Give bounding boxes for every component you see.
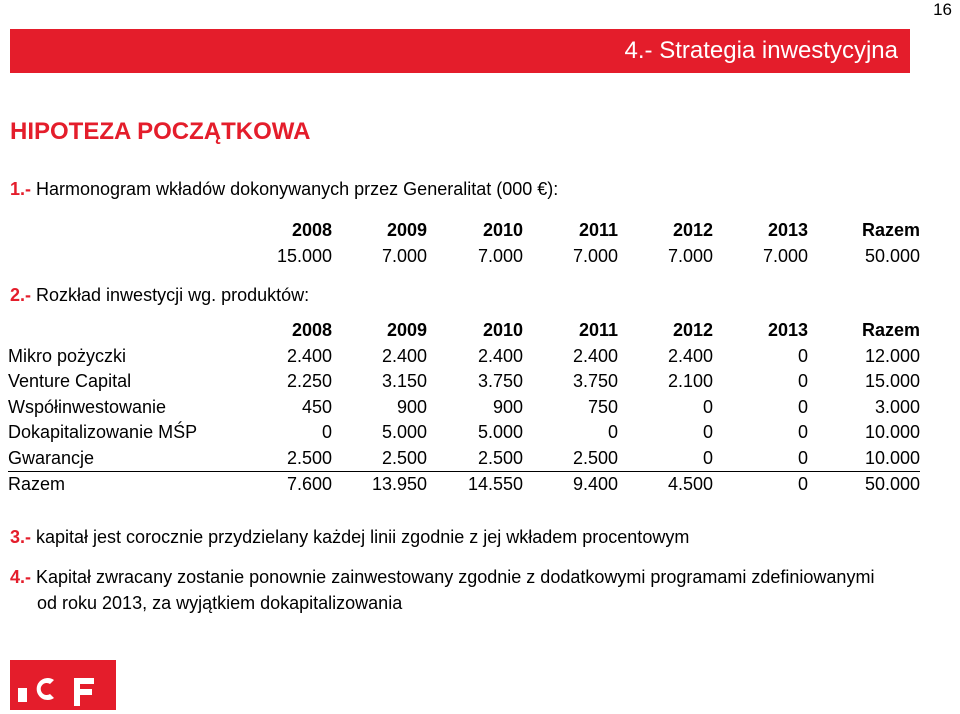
point-1-text: Harmonogram wkładów dokonywanych przez Generalitat (000 €): xyxy=(31,179,559,199)
contributions-values-row xyxy=(262,244,920,270)
table-cell: 0 xyxy=(797,422,808,443)
contributions-header-row xyxy=(262,218,920,244)
table-cell: 2.500 xyxy=(286,447,332,468)
table-cell: 3.150 xyxy=(381,371,427,392)
page-number: 16 xyxy=(933,0,952,19)
year-header: 2011 xyxy=(578,220,618,241)
table-cell: 0 xyxy=(702,396,713,417)
point-4-number: 4.- xyxy=(10,567,32,587)
table-cell: 15.000 xyxy=(864,371,920,392)
table-cell: 3.750 xyxy=(572,371,618,392)
distribution-table xyxy=(8,318,920,498)
table-cell: 0 xyxy=(702,422,713,443)
table-cell: 450 xyxy=(301,396,332,417)
contribution-value: 50.000 xyxy=(864,245,920,266)
point-2 xyxy=(10,285,309,306)
table-cell: 0 xyxy=(797,396,808,417)
table-cell: 3.750 xyxy=(477,371,523,392)
table-cell: 0 xyxy=(797,371,808,392)
contributions-table xyxy=(262,218,920,269)
point-3 xyxy=(10,527,689,548)
icf-logo xyxy=(10,660,116,710)
table-row xyxy=(8,420,920,446)
point-2-number: 2.- xyxy=(10,285,32,305)
point-1-number: 1.- xyxy=(10,179,32,199)
table-cell: 13.950 xyxy=(332,472,427,498)
contribution-value: 7.000 xyxy=(381,245,427,266)
table-cell: 9.400 xyxy=(523,472,618,498)
title-bar xyxy=(10,29,910,73)
row-label: Mikro pożyczki xyxy=(8,345,127,366)
year-header: 2013 xyxy=(767,220,808,241)
row-label: Razem xyxy=(8,472,262,498)
year-header: 2009 xyxy=(386,320,427,341)
contribution-value: 7.000 xyxy=(667,245,713,266)
contribution-value: 15.000 xyxy=(276,245,332,266)
point-1 xyxy=(10,179,558,200)
point-2-text: Rozkład inwestycji wg. produktów: xyxy=(31,285,310,305)
table-cell: 2.500 xyxy=(381,447,427,468)
table-cell: 10.000 xyxy=(864,422,920,443)
table-cell: 2.500 xyxy=(477,447,523,468)
year-header: 2013 xyxy=(767,320,808,341)
table-cell: 2.400 xyxy=(667,345,713,366)
table-cell: 7.600 xyxy=(262,472,332,498)
year-header: 2008 xyxy=(291,220,332,241)
table-row xyxy=(8,369,920,395)
table-cell: 2.400 xyxy=(477,345,523,366)
point-3-number: 3.- xyxy=(10,527,32,547)
row-label: Venture Capital xyxy=(8,371,132,392)
table-cell: 0 xyxy=(607,422,618,443)
row-label-header xyxy=(8,318,262,344)
contribution-value: 7.000 xyxy=(477,245,523,266)
table-cell: 0 xyxy=(797,447,808,468)
year-header: Razem xyxy=(861,320,920,341)
table-cell: 2.100 xyxy=(667,371,713,392)
contribution-value: 7.000 xyxy=(762,245,808,266)
year-header: 2012 xyxy=(672,320,713,341)
table-cell: 2.400 xyxy=(572,345,618,366)
year-header: 2010 xyxy=(482,220,523,241)
table-row xyxy=(8,446,920,472)
table-cell: 5.000 xyxy=(477,422,523,443)
table-cell: 3.000 xyxy=(874,396,920,417)
table-cell: 750 xyxy=(587,396,618,417)
table-cell: 10.000 xyxy=(864,447,920,468)
table-row xyxy=(8,395,920,421)
table-cell: 900 xyxy=(492,396,523,417)
table-cell: 5.000 xyxy=(381,422,427,443)
year-header: 2011 xyxy=(578,320,618,341)
contribution-value: 7.000 xyxy=(572,245,618,266)
year-header: 2012 xyxy=(672,220,713,241)
table-cell: 2.500 xyxy=(572,447,618,468)
section-heading: HIPOTEZA POCZĄTKOWA xyxy=(10,118,311,145)
table-cell: 0 xyxy=(702,447,713,468)
table-cell: 0 xyxy=(321,422,332,443)
distribution-header-row xyxy=(8,318,920,344)
point-4-continuation: od roku 2013, za wyjątkiem dokapitalizowania xyxy=(37,593,403,613)
table-cell: 14.550 xyxy=(427,472,523,498)
table-cell: 0 xyxy=(797,345,808,366)
total-row xyxy=(8,472,920,498)
table-cell: 2.400 xyxy=(286,345,332,366)
slide-title: 4.- Strategia inwestycyjna xyxy=(624,37,898,64)
table-cell: 900 xyxy=(396,396,427,417)
table-row xyxy=(8,344,920,370)
row-label: Dokapitalizowanie MŚP xyxy=(8,422,198,443)
year-header: 2009 xyxy=(386,220,427,241)
year-header: 2010 xyxy=(482,320,523,341)
year-header: 2008 xyxy=(291,320,332,341)
row-label: Współinwestowanie xyxy=(8,396,167,417)
table-cell: 2.250 xyxy=(286,371,332,392)
year-header: Razem xyxy=(861,220,920,241)
point-4 xyxy=(10,567,874,588)
table-cell: 0 xyxy=(713,472,808,498)
row-label: Gwarancje xyxy=(8,447,95,468)
point-4-text: Kapitał zwracany zostanie ponownie zainwestowany zgodnie z dodatkowymi programami zdefiniowanymi xyxy=(31,567,875,587)
table-cell: 4.500 xyxy=(618,472,713,498)
point-3-text: kapitał jest corocznie przydzielany każdej linii zgodnie z jej wkładem procentowym xyxy=(31,527,690,547)
table-cell: 2.400 xyxy=(381,345,427,366)
table-cell: 12.000 xyxy=(864,345,920,366)
table-cell: 50.000 xyxy=(808,472,920,498)
